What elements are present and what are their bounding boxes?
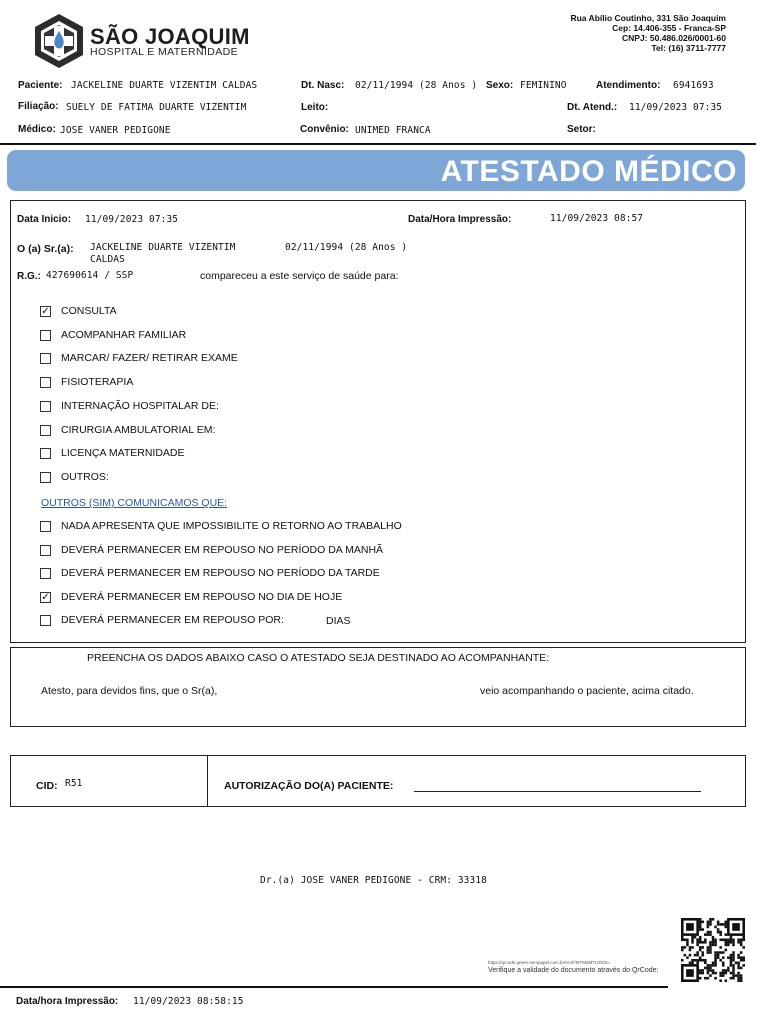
option-label: OUTROS: [61,470,109,483]
option-label: ACOMPANHAR FAMILIAR [61,328,187,341]
document-title: ATESTADO MÉDICO [440,155,737,188]
option-checkbox[interactable] [40,377,51,388]
option-label: CONSULTA [61,305,117,317]
sexo-label: Sexo: [486,80,514,91]
option-label: DEVERÁ PERMANECER EM REPOUSO NO DIA DE HOJE [61,590,343,603]
veio-text: veio acompanhando o paciente, acima citado. [480,685,694,697]
data-impressao-label: Data/Hora Impressão: [408,214,512,225]
atendimento-value: 6941693 [673,80,714,91]
option-checkbox[interactable]: ✓ [41,591,50,603]
header-divider [0,143,756,145]
qrcode-verify-text: Verifique a validade do documento através do QrCode: [488,967,659,974]
convenio-label: Convênio: [300,124,349,135]
sr-name-line2: CALDAS [90,254,125,265]
option-checkbox[interactable] [40,401,51,412]
sr-nasc-value: 02/11/1994 (28 Anos ) [285,242,408,253]
option-checkbox[interactable] [40,353,51,364]
autorizacao-signature-line [414,791,701,792]
cid-divider [207,755,208,807]
convenio-value: UNIMED FRANCA [355,125,431,136]
option-label: MARCAR/ FAZER/ RETIRAR EXAME [61,352,238,365]
footer-impressao-label: Data/hora Impressão: [16,996,119,1007]
hospital-contact [570,13,726,53]
title-banner [7,150,745,191]
dtatend-value: 11/09/2023 07:35 [629,102,723,113]
option-checkbox[interactable] [40,545,51,556]
hospital-address: Rua Abílio Coutinho, 331 São Joaquim [570,13,726,23]
option-checkbox[interactable] [40,330,51,341]
option-label: INTERNAÇÃO HOSPITALAR DE: [61,399,219,412]
hospital-subtitle: HOSPITAL E MATERNIDADE [90,46,239,58]
option-label: FISIOTERAPIA [61,376,134,389]
option-label: NADA APRESENTA QUE IMPOSSIBILITE O RETORNO AO TRABALHO [61,520,402,532]
sexo-value: FEMININO [520,80,567,91]
option-label: LICENÇA MATERNIDADE [61,447,185,460]
dias-label: DIAS [326,615,351,627]
dtatend-label: Dt. Atend.: [567,102,618,113]
paciente-value: JACKELINE DUARTE VIZENTIM CALDAS [71,80,258,91]
paciente-label: Paciente: [18,80,63,91]
option-checkbox[interactable] [40,472,51,483]
medico-value: JOSE VANER PEDIGONE [60,125,171,136]
hospital-tel: Tel: (16) 3711-7777 [651,43,726,53]
leito-label: Leito: [301,102,329,113]
filiacao-value: SUELY DE FATIMA DUARTE VIZENTIM [66,102,247,113]
option-checkbox[interactable] [40,521,51,532]
hospital-cnpj: CNPJ: 50.486.026/0001-60 [622,33,726,43]
outros-comunicamos-link[interactable]: OUTROS (SIM) COMUNICAMOS QUE: [41,497,228,509]
footer-impressao-value: 11/09/2023 08:58:15 [133,996,244,1007]
sr-label: O (a) Sr.(a): [17,243,74,255]
option-checkbox[interactable] [40,425,51,436]
hospital-name: SÃO JOAQUIM [90,24,250,49]
cid-label: CID: [36,780,58,792]
sr-name-line1: JACKELINE DUARTE VIZENTIM [90,242,236,253]
acompanhante-heading: PREENCHA OS DADOS ABAIXO CASO O ATESTADO SEJA DESTINADO AO ACOMPANHANTE: [87,652,550,664]
option-checkbox[interactable] [40,568,51,579]
atesto-text: Atesto, para devidos fins, que o Sr(a), [41,685,218,697]
hospital-cep: Cep: 14.406-355 - Franca-SP [612,23,726,33]
option-label: DEVERÁ PERMANECER EM REPOUSO NO PERÍODO DA MANHÃ [61,543,384,556]
option-checkbox[interactable] [40,615,51,626]
setor-label: Setor: [567,124,596,135]
option-label: CIRURGIA AMBULATORIAL EM: [61,423,216,436]
data-impressao-value: 11/09/2023 08:57 [550,213,644,224]
hospital-logo [30,12,88,70]
data-inicio-value: 11/09/2023 07:35 [85,214,179,225]
dtnasc-value: 02/11/1994 (28 Anos ) [355,80,478,91]
cid-value: R51 [65,778,83,789]
medico-label: Médico: [18,124,56,135]
qr-code[interactable] [680,918,746,982]
doctor-signature: Dr.(a) JOSE VANER PEDIGONE - CRM: 33318 [260,875,487,886]
compareceu-text: compareceu a este serviço de saúde para: [200,270,399,282]
atendimento-label: Atendimento: [596,80,661,91]
option-label: DEVERÁ PERMANECER EM REPOUSO NO PERÍODO DA TARDE [61,567,380,580]
data-inicio-label: Data Inicio: [17,214,71,225]
dtnasc-label: Dt. Nasc: [301,80,345,91]
rg-label: R.G.: [17,271,41,282]
option-label: DEVERÁ PERMANECER EM REPOUSO POR: [61,614,284,627]
rg-value: 427690614 / SSP [46,270,134,281]
qrcode-url: https://qrcode.green-sempapel.com.br/HUF/MTM0MTI2ODk= [488,960,611,965]
option-checkbox[interactable] [40,448,51,459]
footer-divider [0,986,668,988]
filiacao-label: Filiação: [18,101,59,112]
autorizacao-label: AUTORIZAÇÃO DO(A) PACIENTE: [224,780,394,792]
option-checkbox[interactable]: ✓ [41,306,50,317]
